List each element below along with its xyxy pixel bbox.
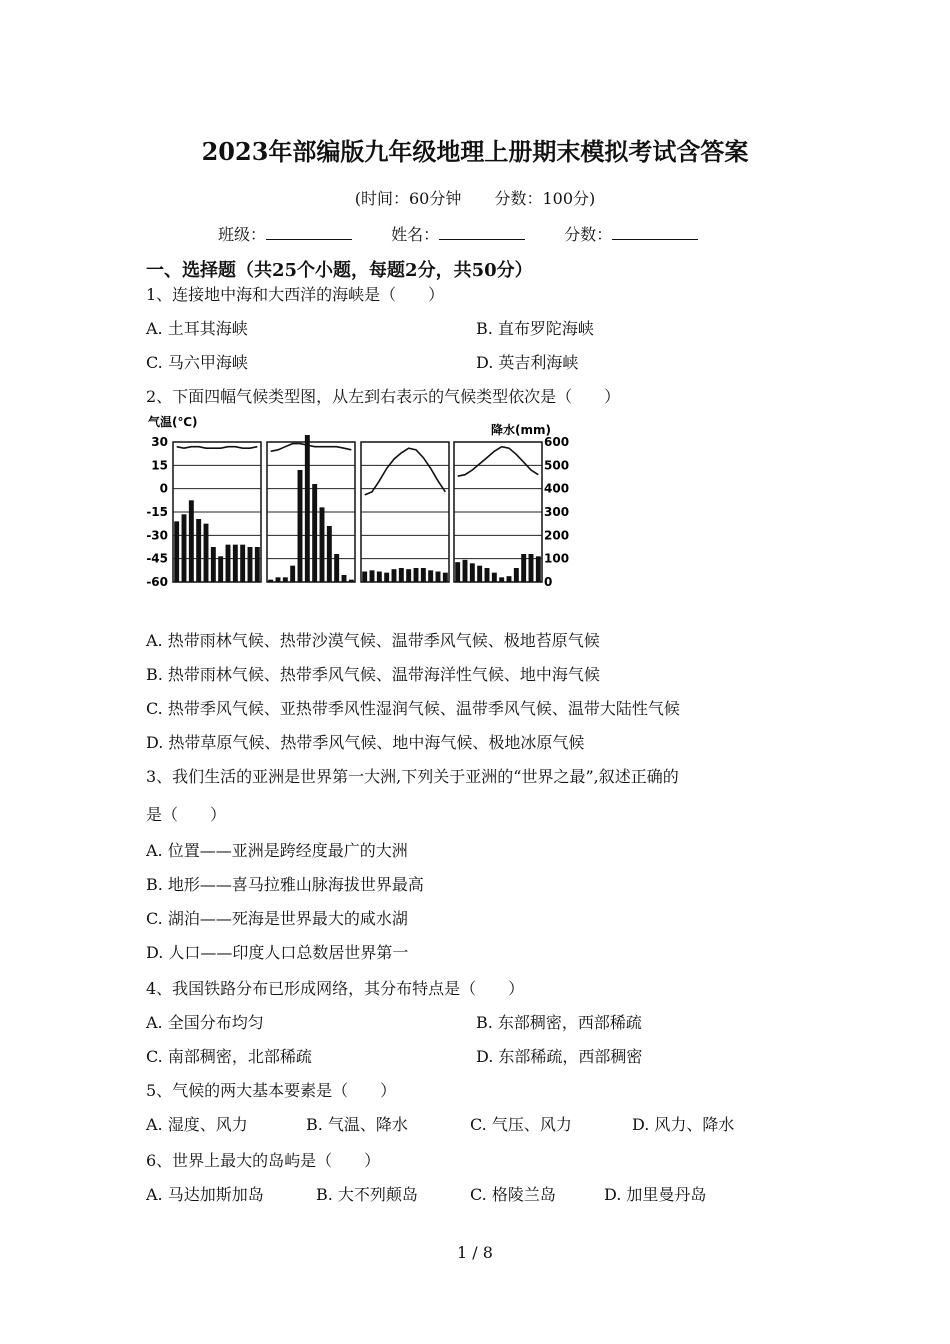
precip-bar [406,569,411,582]
precip-bar [327,526,332,582]
question-3-cont: 是（ ） [146,805,227,824]
q3-option-c: C. 湖泊——死海是世界最大的咸水湖 [146,909,408,928]
q3-option-d: D. 人口——印度人口总数居世界第一 [146,943,409,962]
precip-bar [414,568,419,582]
class-blank[interactable] [266,225,352,240]
q1-option-a: A. 土耳其海峡 [146,319,248,338]
exam-meta [0,186,950,209]
precip-bar [312,484,317,582]
precip-bar [514,568,519,582]
precip-bar [342,575,347,582]
precip-bar [463,560,468,582]
precip-tick-label: 500 [544,458,570,473]
q5-option-d: D. 风力、降水 [632,1115,735,1134]
temp-tick-label: -45 [146,551,168,566]
precip-bar [218,556,223,582]
precip-bar [226,545,231,582]
precip-bar [349,580,354,582]
q5-option-c: C. 气压、风力 [470,1115,572,1134]
precip-bar [233,545,238,582]
q5-option-b: B. 气温、降水 [306,1115,408,1134]
question-3: 3、我们生活的亚洲是世界第一大洲,下列关于亚洲的“世界之最”,叙述正确的 [146,767,679,786]
precip-bar [276,577,281,582]
temperature-line [365,448,446,495]
precip-bar [377,572,382,583]
precip-bar [298,470,303,582]
precip-bar [529,554,534,582]
precip-bar [189,500,194,582]
q3-option-b: B. 地形——喜马拉雅山脉海拔世界最高 [146,875,424,894]
precip-bar [436,572,441,583]
q4-option-a: A. 全国分布均匀 [146,1013,264,1032]
climate-panel-2 [267,435,355,582]
exam-score: 分数：100分) [494,189,596,208]
class-label: 班级： [218,225,267,244]
climate-panel-1 [173,442,261,582]
score-label: 分数： [564,225,613,244]
q1-option-b: B. 直布罗陀海峡 [476,319,594,338]
precip-bar [443,573,448,582]
precip-bar [521,554,526,582]
q3-option-a: A. 位置——亚洲是跨经度最广的大洲 [146,841,408,860]
temperature-line [458,447,539,477]
precip-bar [428,570,433,582]
student-fields [218,222,732,245]
precip-bar [320,507,325,582]
precip-tick-label: 200 [544,528,570,543]
precip-bar [370,570,375,582]
precip-bar [485,568,490,582]
score-blank[interactable] [612,225,698,240]
precip-bar [182,514,187,582]
q6-option-b: B. 大不列颠岛 [316,1185,418,1204]
precip-bar [255,547,260,582]
precip-bar [362,572,367,583]
precip-tick-label: 100 [544,551,570,566]
precip-bar [211,547,216,582]
precip-bar [248,547,253,582]
precip-bar [174,521,179,582]
temp-tick-label: -15 [146,505,168,519]
name-blank[interactable] [439,225,525,240]
page-number: 1 / 8 [457,1243,493,1262]
precip-bar [455,562,460,582]
precip-bar [290,566,295,582]
precip-bar [470,563,475,582]
q5-option-a: A. 湿度、风力 [146,1115,248,1134]
exam-time: (时间：60分钟 [354,189,462,208]
climate-panel-3 [361,442,449,582]
temp-axis-label: 气温(℃) [148,415,198,429]
precip-bar [283,577,288,582]
page-title: 2023年部编版九年级地理上册期末模拟考试含答案 [201,137,749,166]
name-label: 姓名： [391,225,440,244]
q2-option-d: D. 热带草原气候、热带季风气候、地中海气候、极地冰原气候 [146,733,585,752]
q2-option-b: B. 热带雨林气候、热带季风气候、温带海洋性气候、地中海气候 [146,665,600,684]
question-2: 2、下面四幅气候类型图，从左到右表示的气候类型依次是（ ） [146,387,621,406]
precip-bar [384,573,389,582]
q1-option-c: C. 马六甲海峡 [146,353,248,372]
q4-option-d: D. 东部稀疏，西部稠密 [476,1047,643,1066]
precip-bar [334,554,339,582]
q6-option-c: C. 格陵兰岛 [470,1185,556,1204]
precip-bar [268,580,273,582]
temperature-line [271,444,352,452]
precip-bar [507,576,512,582]
section-heading: 一、选择题（共25个小题，每题2分，共50分） [146,260,533,281]
precip-axis-label: 降水(mm) [491,423,551,437]
temp-tick-label: -30 [146,528,168,543]
precip-tick-label: 400 [544,481,570,496]
q6-option-d: D. 加里曼丹岛 [604,1185,707,1204]
temp-tick-label: 15 [151,458,168,473]
q2-option-c: C. 热带季风气候、亚热带季风性湿润气候、温带季风气候、温带大陆性气候 [146,699,680,718]
precip-bar [499,577,504,582]
q4-option-c: C. 南部稠密，北部稀疏 [146,1047,312,1066]
precip-bar [477,566,482,582]
question-4: 4、我国铁路分布已形成网络，其分布特点是（ ） [146,979,525,998]
climate-charts [146,412,576,592]
class-field[interactable] [218,222,352,245]
question-5: 5、气候的两大基本要素是（ ） [146,1081,397,1100]
precip-tick-label: 0 [544,575,553,589]
question-1: 1、连接地中海和大西洋的海峡是（ ） [146,285,445,304]
q1-option-d: D. 英吉利海峡 [476,353,579,372]
precip-bar [204,524,209,582]
precip-bar [536,556,541,582]
q6-option-a: A. 马达加斯加岛 [146,1185,264,1204]
temp-tick-label: 30 [151,435,168,449]
precip-bar [492,573,497,582]
precip-bar [305,435,310,582]
precip-bar [196,519,201,582]
climate-panel-4 [454,442,542,582]
precip-tick-label: 300 [544,505,570,519]
temp-tick-label: -60 [146,575,168,589]
precip-bar [240,545,245,582]
name-field[interactable] [391,222,525,245]
question-6: 6、世界上最大的岛屿是（ ） [146,1151,381,1170]
precip-bar [399,568,404,582]
temperature-line [177,447,258,449]
q2-option-a: A. 热带雨林气候、热带沙漠气候、温带季风气候、极地苔原气候 [146,631,600,650]
precip-tick-label: 600 [544,435,570,449]
q4-option-b: B. 东部稠密，西部稀疏 [476,1013,642,1032]
temp-tick-label: 0 [159,481,168,496]
precip-bar [421,568,426,582]
score-field[interactable] [564,222,698,245]
precip-bar [392,569,397,582]
